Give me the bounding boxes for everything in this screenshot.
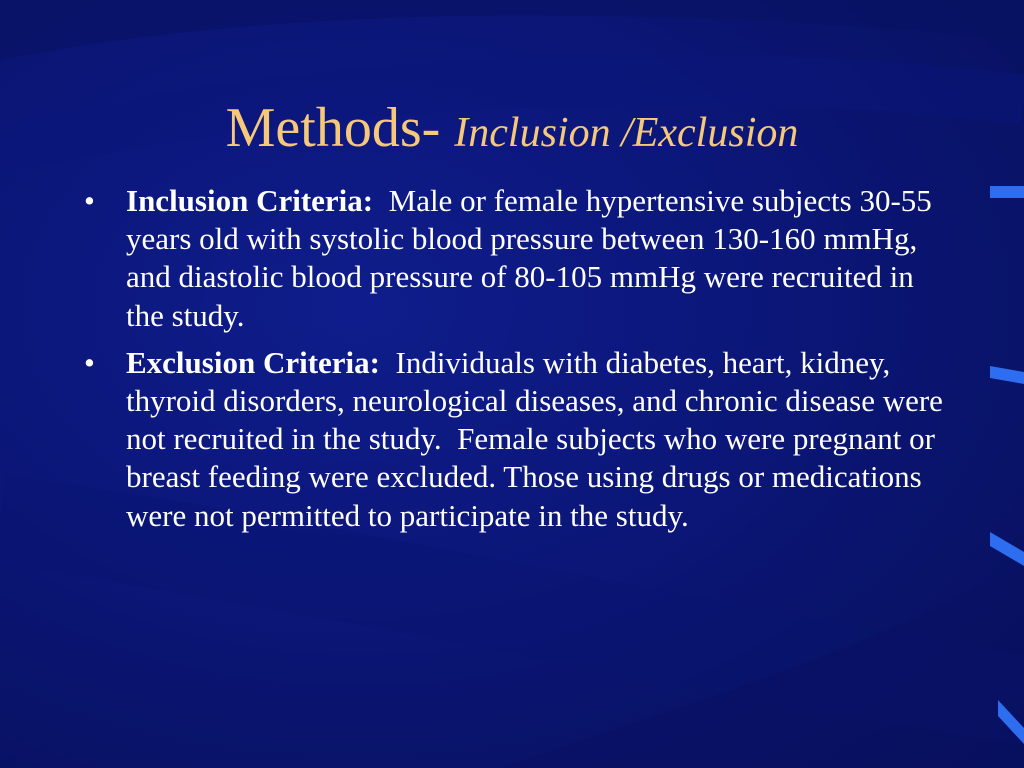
background-swoosh bbox=[0, 0, 1024, 60]
bullet-exclusion bbox=[84, 344, 951, 535]
bullet-text: Individuals with diabetes, heart, kidney, thyroid disorders, neurological diseases, and chronic disease were not recruited in the study. Female subjects who were pregnant or breast feeding were excluded. Those using drugs or medications were not permitted to participate in the study. bbox=[126, 344, 951, 533]
accent-dash bbox=[990, 186, 1024, 198]
accent-dash bbox=[990, 532, 1024, 566]
bullet-text: Male or female hypertensive subjects 30-55 years old with systolic blood pressure between 130-160 mmHg, and diastolic blood pressure of 80-105 mmHg were recruited in the study. bbox=[126, 183, 940, 333]
accent-dash bbox=[990, 366, 1024, 384]
bullet-label: Inclusion Criteria: bbox=[126, 183, 374, 218]
bullet-label: Exclusion Criteria: bbox=[126, 344, 380, 380]
bullet-marker: • bbox=[84, 344, 95, 380]
bullet-list bbox=[84, 182, 951, 544]
title-subtitle: Inclusion /Exclusion bbox=[454, 110, 799, 156]
slide-title bbox=[0, 96, 1024, 160]
bullet-marker: • bbox=[84, 183, 95, 218]
title-main: Methods- bbox=[225, 97, 455, 159]
bullet-inclusion bbox=[84, 182, 944, 335]
